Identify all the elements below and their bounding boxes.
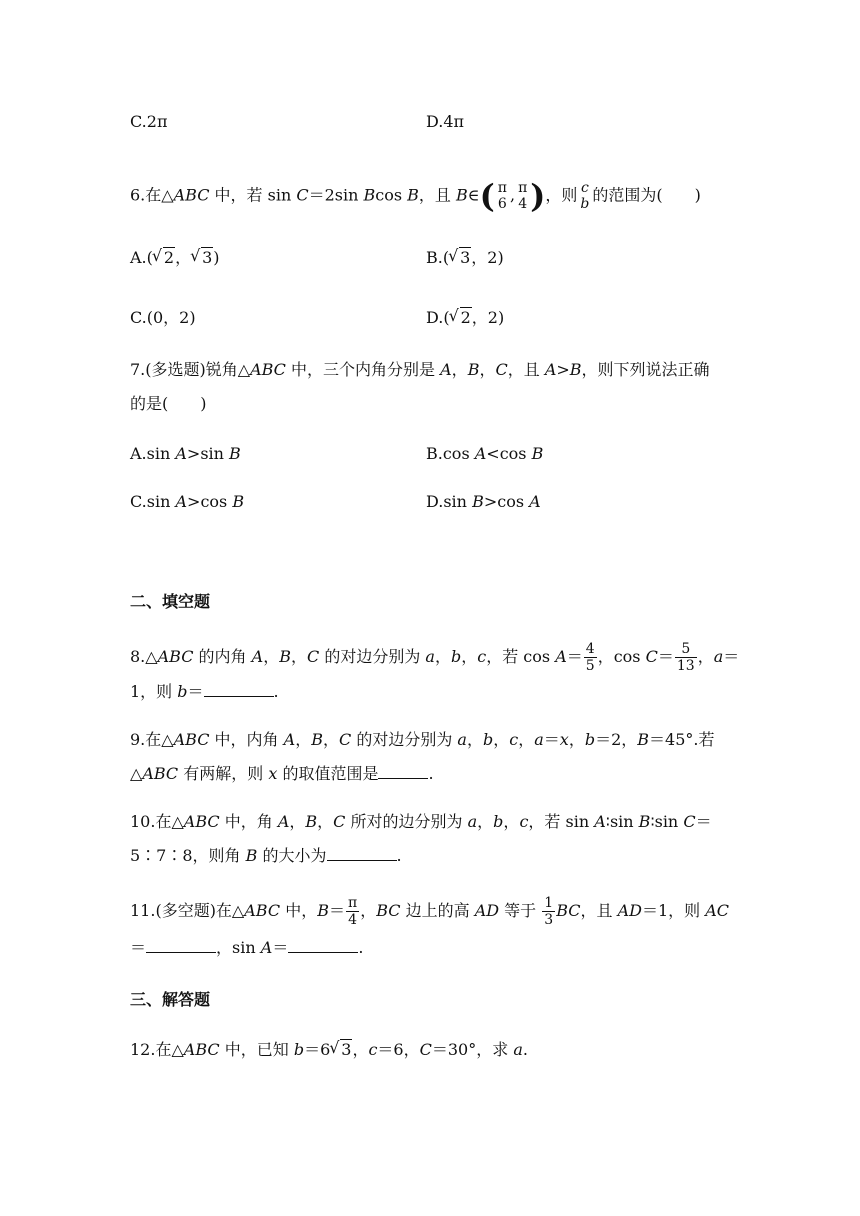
question-9-line-1: 9.在△ABC 中，内角 A，B，C 的对边分别为 a，b，c，a＝x，b＝2，B＝45°.若 xyxy=(130,730,715,749)
answer-blank[interactable] xyxy=(378,764,428,779)
q5-option-d: D.4π xyxy=(426,112,465,131)
section-heading-fill-in: 二、填空题 xyxy=(130,592,211,611)
question-12: 12.在△ABC 中，已知 b＝6√ 3，c＝6，C＝30°，求 a. xyxy=(130,1040,528,1060)
question-11-line-2: ＝ ，sin A＝ . xyxy=(130,938,364,957)
question-6: 6.在△ABC 中，若 sin C＝2sin Bcos B，且 B∈( π 6 , π 4 )，则 c b 的范围为( ) xyxy=(130,177,701,215)
fraction-4-5: $\frac{4}{5}$ xyxy=(585,641,595,674)
answer-blank[interactable] xyxy=(204,682,274,697)
answer-blank[interactable] xyxy=(327,846,397,861)
q6-option-a: A.(√ 2，√ 3) xyxy=(130,248,220,268)
question-7-line-2: 的是( ) xyxy=(130,394,207,413)
q6-option-c: C.(0，2) xyxy=(130,308,196,327)
answer-blank-sin-a[interactable] xyxy=(288,938,358,953)
fraction-c-b: c b xyxy=(580,180,590,212)
fraction-5-13: $\frac{5}{13}$ xyxy=(676,641,695,674)
fraction-pi-4: $\frac{\pi}{4}$ xyxy=(347,895,358,928)
question-10-line-1: 10.在△ABC 中，角 A，B，C 所对的边分别为 a，b，c，若 sin A∶sin B∶sin C＝ xyxy=(130,812,712,831)
q7-option-d: D.sin B>cos A xyxy=(426,492,541,511)
q5-option-c: C.2π xyxy=(130,112,168,131)
question-8-line-1: 8.△ABC 的内角 A，B，C 的对边分别为 a，b，c，若 cos A＝ $\frac{4}{5}$ ，cos C＝ $\frac{5}{13}$ ，a＝ xyxy=(130,641,740,674)
fraction-pi-4: π 4 xyxy=(518,180,528,212)
q6-option-d: D.(√ 2，2) xyxy=(426,308,504,328)
question-7-line-1: 7.(多选题)锐角△ABC 中，三个内角分别是 A，B，C，且 A>B，则下列说法正确 xyxy=(130,360,710,379)
q7-option-c: C.sin A>cos B xyxy=(130,492,245,511)
question-10-line-2: 5∶7∶8，则角 B 的大小为 . xyxy=(130,846,402,865)
fraction-pi-6: π 6 xyxy=(497,180,507,212)
section-heading-solutions: 三、解答题 xyxy=(130,990,211,1009)
question-9-line-2: △ABC 有两解，则 x 的取值范围是 . xyxy=(130,764,434,783)
question-8-line-2: 1，则 b＝ . xyxy=(130,682,279,701)
q6-option-b: B.(√ 3，2) xyxy=(426,248,504,268)
fraction-1-3: $\frac{1}{3}$ xyxy=(544,895,554,928)
answer-blank-ac[interactable] xyxy=(146,938,216,953)
q7-option-b: B.cos A<cos B xyxy=(426,444,544,463)
q7-option-a: A.sin A>sin B xyxy=(130,444,241,463)
question-11-line-1: 11.(多空题)在△ABC 中，B＝ $\frac{\pi}{4}$ ，BC 边上的高 AD 等于 $\frac{1}{3}$ BC，且 AD＝1，则 AC xyxy=(130,895,730,928)
